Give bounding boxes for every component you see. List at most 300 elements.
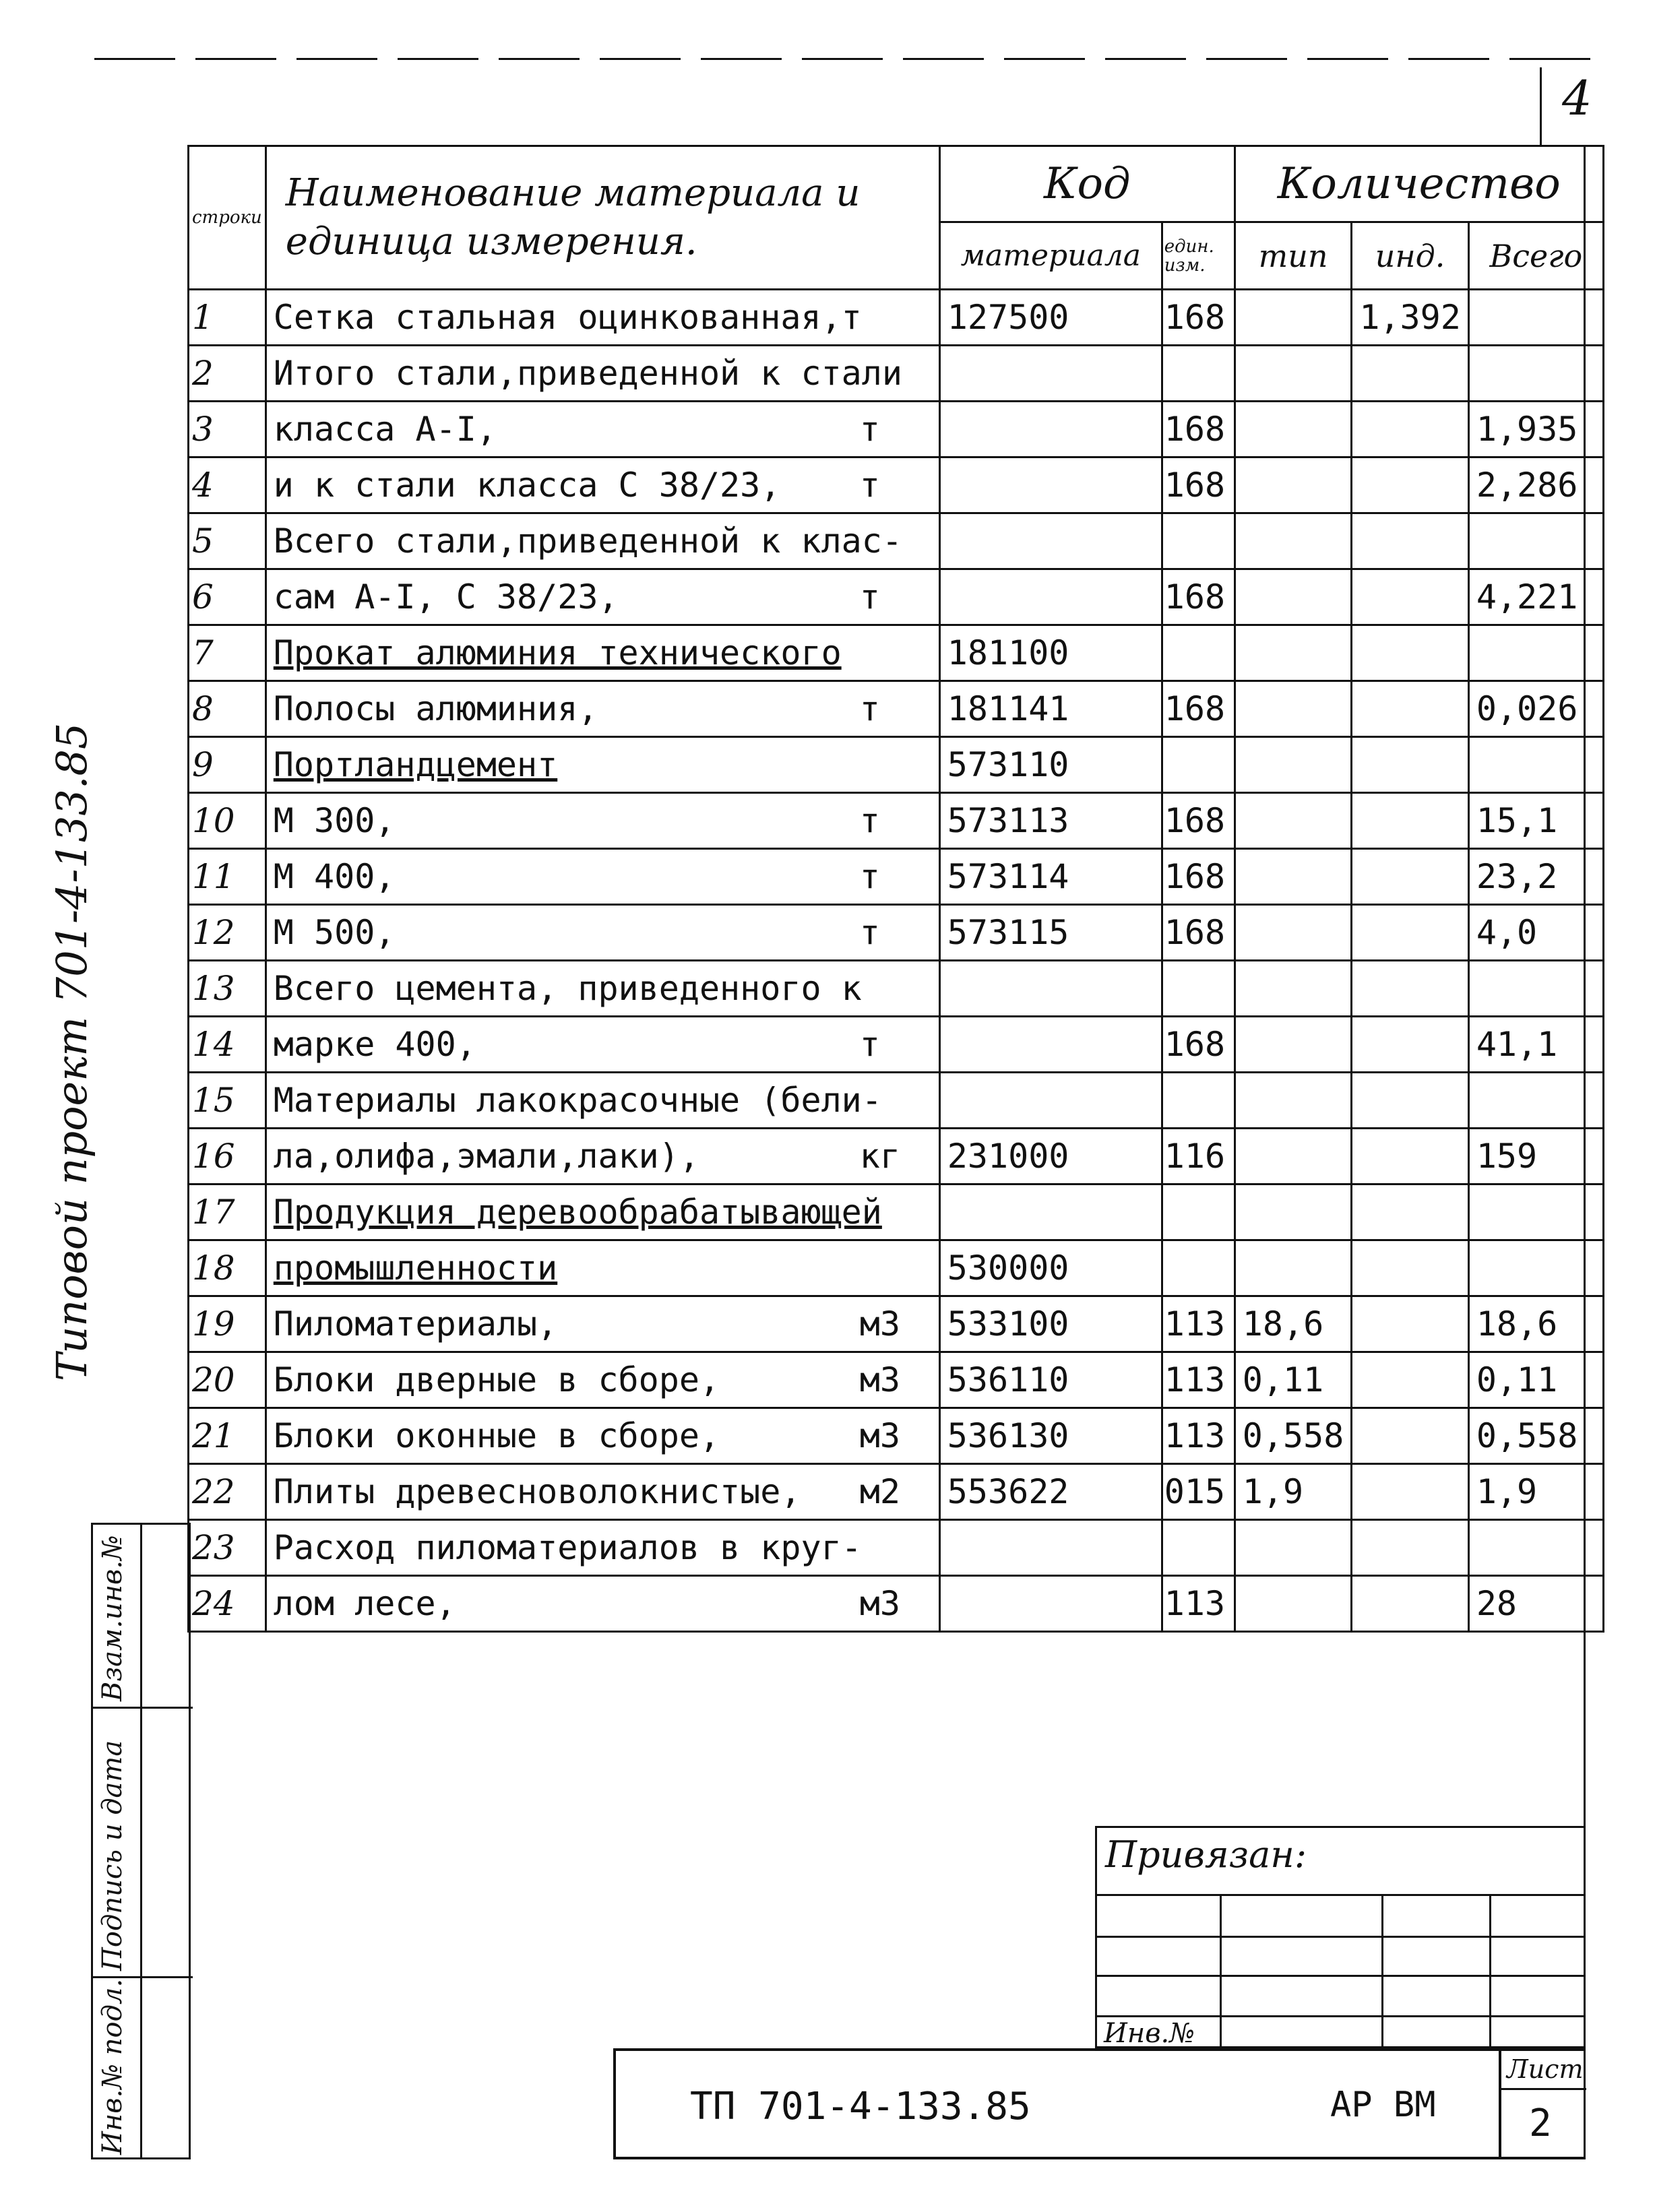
binding-hline-3 (1097, 1975, 1584, 1977)
unit-code: 113 (1164, 1584, 1226, 1623)
material-code: 553622 (947, 1472, 1069, 1511)
row-number: 4 (192, 466, 214, 505)
material-name-cell (266, 1296, 939, 1352)
qty-type-cell (1235, 402, 1352, 457)
table-row (189, 569, 1604, 625)
table-row (189, 681, 1604, 737)
side-project-label: Типовой проект 701-4-133.85 (47, 722, 96, 1381)
row-number-cell (189, 1576, 266, 1632)
qty-type-cell (1235, 1464, 1352, 1520)
table-row (189, 1184, 1604, 1240)
row-number: 12 (192, 913, 235, 952)
material-code-cell (939, 1352, 1162, 1408)
qty-ind-cell (1352, 569, 1469, 625)
qty-type-cell (1235, 569, 1352, 625)
material-name: Полосы алюминия, (273, 689, 598, 728)
title-sheet-number: 2 (1529, 2102, 1552, 2145)
qty-total-cell (1468, 1296, 1603, 1352)
unit-code-cell (1162, 1017, 1235, 1073)
material-name-cell (266, 793, 939, 849)
qty-type-cell (1235, 1576, 1352, 1632)
qty-type-cell (1235, 849, 1352, 905)
material-code: 533100 (947, 1304, 1069, 1344)
unit-code-cell (1162, 1408, 1235, 1464)
unit-code-cell (1162, 1184, 1235, 1240)
material-name: М 300, (273, 801, 396, 840)
material-name: Материалы лакокрасочные (бели- (273, 1081, 882, 1120)
qty-total: 0,558 (1476, 1416, 1578, 1455)
qty-ind-cell (1352, 1408, 1469, 1464)
row-number: 16 (192, 1137, 235, 1176)
material-code: 530000 (947, 1249, 1069, 1288)
unit-code: 113 (1164, 1304, 1226, 1344)
table-row (189, 625, 1604, 681)
row-number-cell (189, 290, 266, 346)
header-code-unit: един. изм. (1162, 222, 1235, 290)
table-row (189, 1073, 1604, 1129)
title-doc-code: ТП 701-4-133.85 (690, 2085, 1031, 2128)
stamp-vline (140, 1525, 142, 2159)
row-number-cell (189, 961, 266, 1017)
unit-code-cell (1162, 681, 1235, 737)
title-block (613, 2048, 1584, 2159)
unit-code: 168 (1164, 466, 1226, 505)
material-name: ла,олифа,эмали,лаки), (273, 1137, 699, 1176)
qty-total: 41,1 (1476, 1025, 1558, 1064)
title-sheet-hline (1499, 2088, 1586, 2090)
stamp-hline-2 (93, 1976, 193, 1978)
table-row (189, 1464, 1604, 1520)
qty-total: 4,0 (1476, 913, 1538, 952)
qty-total-cell (1468, 1520, 1603, 1576)
unit-code: 168 (1164, 801, 1226, 840)
material-name-cell (266, 849, 939, 905)
qty-total: 23,2 (1476, 857, 1558, 896)
title-sheet-divider (1499, 2051, 1501, 2159)
row-number: 7 (192, 633, 214, 672)
material-code-cell (939, 793, 1162, 849)
qty-ind-cell (1352, 402, 1469, 457)
measure-unit: м3 (859, 1584, 901, 1623)
title-sheet-label: Лист (1507, 2054, 1584, 2084)
material-name-cell (266, 961, 939, 1017)
material-name: Блоки оконные в сборе, (273, 1416, 720, 1455)
material-code-cell (939, 1296, 1162, 1352)
materials-table (187, 145, 1604, 1633)
binding-hline-1 (1097, 1894, 1584, 1896)
material-code-cell (939, 961, 1162, 1017)
row-number: 22 (192, 1472, 235, 1511)
qty-total-cell (1468, 513, 1603, 569)
row-number-cell (189, 1073, 266, 1129)
material-code-cell (939, 1408, 1162, 1464)
qty-total-cell (1468, 1464, 1603, 1520)
qty-type-cell (1235, 1129, 1352, 1184)
material-name: М 400, (273, 857, 396, 896)
qty-total-cell (1468, 402, 1603, 457)
material-name-cell (266, 1240, 939, 1296)
material-code-cell (939, 849, 1162, 905)
header-quantity-group: Количество (1235, 146, 1603, 222)
material-code: 573114 (947, 857, 1069, 896)
unit-code: 168 (1164, 298, 1226, 337)
binding-inv-label: Инв.№ (1104, 2018, 1195, 2049)
material-code-cell (939, 1073, 1162, 1129)
header-name: Наименование материала и единица измерения. (266, 146, 939, 290)
material-code-cell (939, 905, 1162, 961)
qty-type-cell (1235, 513, 1352, 569)
row-number: 18 (192, 1249, 235, 1288)
unit-code-cell (1162, 457, 1235, 513)
qty-ind-cell (1352, 625, 1469, 681)
unit-code-cell (1162, 402, 1235, 457)
qty-total: 4,221 (1476, 577, 1578, 617)
qty-total-cell (1468, 1240, 1603, 1296)
qty-ind-cell (1352, 457, 1469, 513)
binding-vline-1 (1220, 1894, 1222, 2050)
header-code-group: Код (939, 146, 1235, 222)
qty-total: 1,935 (1476, 410, 1578, 449)
sheet-corner-number: 4 (1562, 71, 1592, 126)
row-number: 20 (192, 1360, 235, 1399)
material-code: 536110 (947, 1360, 1069, 1399)
measure-unit: т (859, 689, 880, 728)
material-name-cell (266, 1520, 939, 1576)
table-row (189, 1520, 1604, 1576)
row-number: 10 (192, 801, 235, 840)
qty-type-cell (1235, 681, 1352, 737)
unit-code-cell (1162, 625, 1235, 681)
material-code: 181141 (947, 689, 1069, 728)
table-row (189, 1296, 1604, 1352)
qty-ind-cell (1352, 905, 1469, 961)
unit-code: 113 (1164, 1360, 1226, 1399)
row-number-cell (189, 1017, 266, 1073)
material-name-cell (266, 1576, 939, 1632)
qty-total-cell (1468, 737, 1603, 793)
qty-ind-cell (1352, 849, 1469, 905)
measure-unit: м2 (859, 1472, 901, 1511)
row-number: 1 (192, 298, 214, 337)
qty-total: 2,286 (1476, 466, 1578, 505)
binding-title: Привязан: (1105, 1833, 1307, 1876)
unit-code: 168 (1164, 410, 1226, 449)
measure-unit: м3 (859, 1416, 901, 1455)
row-number: 19 (192, 1304, 235, 1344)
measure-unit: т (859, 466, 880, 505)
unit-code-cell (1162, 1296, 1235, 1352)
measure-unit: кг (859, 1137, 901, 1176)
material-code-cell (939, 1184, 1162, 1240)
qty-total: 28 (1476, 1584, 1518, 1623)
qty-ind-cell (1352, 737, 1469, 793)
qty-type-cell (1235, 1352, 1352, 1408)
unit-code: 168 (1164, 913, 1226, 952)
qty-total-cell (1468, 1408, 1603, 1464)
material-code: 127500 (947, 298, 1069, 337)
material-name-cell (266, 290, 939, 346)
material-name: Блоки дверные в сборе, (273, 1360, 720, 1399)
row-number: 11 (192, 857, 235, 896)
material-name: сам А-I, С 38/23, (273, 577, 619, 617)
qty-type-cell (1235, 346, 1352, 402)
row-number-cell (189, 625, 266, 681)
table-row (189, 793, 1604, 849)
table-row (189, 457, 1604, 513)
qty-total-cell (1468, 961, 1603, 1017)
qty-total-cell (1468, 681, 1603, 737)
material-code-cell (939, 1017, 1162, 1073)
material-code-cell (939, 1240, 1162, 1296)
qty-ind-cell (1352, 1576, 1469, 1632)
material-name: марке 400, (273, 1025, 476, 1064)
binding-vline-2 (1381, 1894, 1383, 2050)
material-code-cell (939, 457, 1162, 513)
row-number: 3 (192, 410, 214, 449)
unit-code: 113 (1164, 1416, 1226, 1455)
material-name-cell (266, 737, 939, 793)
qty-type: 0,558 (1242, 1416, 1344, 1455)
qty-ind-cell (1352, 1184, 1469, 1240)
material-code: 573113 (947, 801, 1069, 840)
row-number-cell (189, 905, 266, 961)
qty-ind-cell (1352, 1296, 1469, 1352)
material-name-cell (266, 905, 939, 961)
unit-code-cell (1162, 1352, 1235, 1408)
row-number-cell (189, 1129, 266, 1184)
material-name: лом лесе, (273, 1584, 456, 1623)
qty-total-cell (1468, 1073, 1603, 1129)
qty-type-cell (1235, 290, 1352, 346)
material-name: Всего стали,приведенной к клас- (273, 522, 902, 561)
row-number-cell (189, 1184, 266, 1240)
material-name: Прокат алюминия технического (273, 633, 842, 672)
unit-code-cell (1162, 513, 1235, 569)
unit-code-cell (1162, 1073, 1235, 1129)
material-name-cell (266, 569, 939, 625)
qty-total-cell (1468, 1184, 1603, 1240)
qty-total-cell (1468, 1017, 1603, 1073)
unit-code: 168 (1164, 689, 1226, 728)
measure-unit: т (859, 913, 880, 952)
material-name: Продукция деревообрабатывающей (273, 1193, 882, 1232)
binding-hline-2 (1097, 1936, 1584, 1938)
binding-hline-4 (1097, 2015, 1584, 2017)
qty-total: 0,11 (1476, 1360, 1558, 1399)
material-code-cell (939, 402, 1162, 457)
unit-code-cell (1162, 849, 1235, 905)
row-number: 2 (192, 354, 214, 393)
material-name-cell (266, 402, 939, 457)
unit-code: 116 (1164, 1137, 1226, 1176)
stamp-sign-date-label: Подпись и дата (97, 1740, 128, 1971)
row-number-cell (189, 1520, 266, 1576)
qty-type-cell (1235, 905, 1352, 961)
material-name-cell (266, 681, 939, 737)
material-name: Итого стали,приведенной к стали (273, 354, 902, 393)
unit-code: 168 (1164, 1025, 1226, 1064)
material-code-cell (939, 681, 1162, 737)
measure-unit: м3 (859, 1360, 901, 1399)
binding-vline-3 (1489, 1894, 1491, 2050)
qty-total: 18,6 (1476, 1304, 1558, 1344)
material-code-cell (939, 1520, 1162, 1576)
measure-unit: т (859, 801, 880, 840)
qty-type-cell (1235, 1073, 1352, 1129)
qty-type-cell (1235, 1240, 1352, 1296)
row-number-cell (189, 793, 266, 849)
table-row (189, 1129, 1604, 1184)
material-name-cell (266, 1017, 939, 1073)
qty-total: 1,9 (1476, 1472, 1538, 1511)
left-stamp (91, 1523, 191, 2159)
material-name: Пиломатериалы, (273, 1304, 558, 1344)
header-qty-total: Всего (1468, 222, 1603, 290)
material-code-cell (939, 513, 1162, 569)
measure-unit: т (859, 410, 880, 449)
material-name: Сетка стальная оцинкованная,т (273, 298, 862, 337)
qty-type-cell (1235, 737, 1352, 793)
measure-unit: т (859, 857, 880, 896)
unit-code-cell (1162, 346, 1235, 402)
row-number-cell (189, 402, 266, 457)
qty-total-cell (1468, 905, 1603, 961)
qty-ind-cell (1352, 1240, 1469, 1296)
table-row (189, 737, 1604, 793)
material-name-cell (266, 1073, 939, 1129)
qty-ind-cell (1352, 1129, 1469, 1184)
qty-type: 18,6 (1242, 1304, 1324, 1344)
row-number-cell (189, 1464, 266, 1520)
row-number: 9 (192, 745, 214, 784)
table-row (189, 402, 1604, 457)
qty-total-cell (1468, 793, 1603, 849)
qty-total-cell (1468, 1129, 1603, 1184)
row-number: 5 (192, 522, 214, 561)
row-number: 23 (192, 1528, 235, 1567)
qty-ind-cell (1352, 681, 1469, 737)
qty-total: 0,026 (1476, 689, 1578, 728)
table-row (189, 1017, 1604, 1073)
unit-code-cell (1162, 290, 1235, 346)
unit-code-cell (1162, 1520, 1235, 1576)
row-number-cell (189, 1352, 266, 1408)
material-name-cell (266, 1129, 939, 1184)
material-name: Портландцемент (273, 745, 558, 784)
row-number: 21 (192, 1416, 235, 1455)
stamp-inv-podl-label: Инв.№ подл. (97, 1978, 128, 2155)
row-number: 15 (192, 1081, 235, 1120)
qty-total-cell (1468, 569, 1603, 625)
material-code-cell (939, 346, 1162, 402)
qty-ind-cell (1352, 1464, 1469, 1520)
row-number-cell (189, 513, 266, 569)
measure-unit: т (859, 577, 880, 617)
row-number-cell (189, 569, 266, 625)
material-code-cell (939, 290, 1162, 346)
row-number-cell (189, 457, 266, 513)
row-number: 17 (192, 1193, 235, 1232)
qty-total-cell (1468, 290, 1603, 346)
material-code-cell (939, 737, 1162, 793)
table-row (189, 849, 1604, 905)
row-number-cell (189, 346, 266, 402)
qty-total-cell (1468, 625, 1603, 681)
qty-type: 0,11 (1242, 1360, 1324, 1399)
binding-block (1095, 1826, 1584, 2048)
material-name: М 500, (273, 913, 396, 952)
qty-type-cell (1235, 625, 1352, 681)
qty-ind: 1,392 (1359, 298, 1461, 337)
material-name: класса А-I, (273, 410, 497, 449)
material-name-cell (266, 1352, 939, 1408)
qty-ind-cell (1352, 346, 1469, 402)
qty-total: 159 (1476, 1137, 1538, 1176)
unit-code-cell (1162, 793, 1235, 849)
corner-box-left (1540, 67, 1542, 145)
qty-type-cell (1235, 1408, 1352, 1464)
qty-total-cell (1468, 1352, 1603, 1408)
unit-code: 168 (1164, 577, 1226, 617)
material-name: Всего цемента, приведенного к (273, 969, 862, 1008)
top-border-line (94, 58, 1590, 60)
header-code-material: материала (939, 222, 1162, 290)
row-number: 13 (192, 969, 235, 1008)
row-number-cell (189, 681, 266, 737)
table-row (189, 290, 1604, 346)
material-code-cell (939, 569, 1162, 625)
material-name: Плиты древесноволокнистые, (273, 1472, 801, 1511)
unit-code: 015 (1164, 1472, 1226, 1511)
table-row (189, 1352, 1604, 1408)
measure-unit: т (859, 1025, 880, 1064)
unit-code-cell (1162, 1464, 1235, 1520)
stamp-vzam-label: Взам.инв.№ (97, 1535, 128, 1701)
material-code-cell (939, 1576, 1162, 1632)
qty-ind-cell (1352, 1073, 1469, 1129)
material-code: 181100 (947, 633, 1069, 672)
material-name-cell (266, 513, 939, 569)
qty-type-cell (1235, 1184, 1352, 1240)
qty-total-cell (1468, 346, 1603, 402)
qty-type-cell (1235, 1296, 1352, 1352)
qty-type-cell (1235, 961, 1352, 1017)
material-name: и к стали класса С 38/23, (273, 466, 781, 505)
qty-type-cell (1235, 1520, 1352, 1576)
qty-type-cell (1235, 793, 1352, 849)
qty-total-cell (1468, 849, 1603, 905)
material-name-cell (266, 625, 939, 681)
table-row (189, 1408, 1604, 1464)
material-name-cell (266, 457, 939, 513)
row-number: 6 (192, 577, 214, 617)
row-number: 14 (192, 1025, 235, 1064)
title-section: АР ВМ (1330, 2085, 1436, 2125)
material-code-cell (939, 625, 1162, 681)
unit-code-cell (1162, 1576, 1235, 1632)
material-name-cell (266, 346, 939, 402)
qty-ind-cell (1352, 1520, 1469, 1576)
measure-unit: м3 (859, 1304, 901, 1344)
qty-type: 1,9 (1242, 1472, 1304, 1511)
material-code: 536130 (947, 1416, 1069, 1455)
material-code: 231000 (947, 1137, 1069, 1176)
material-name: промышленности (273, 1249, 558, 1288)
unit-code: 168 (1164, 857, 1226, 896)
unit-code-cell (1162, 569, 1235, 625)
qty-ind-cell (1352, 793, 1469, 849)
header-row-number: строки (189, 146, 266, 290)
